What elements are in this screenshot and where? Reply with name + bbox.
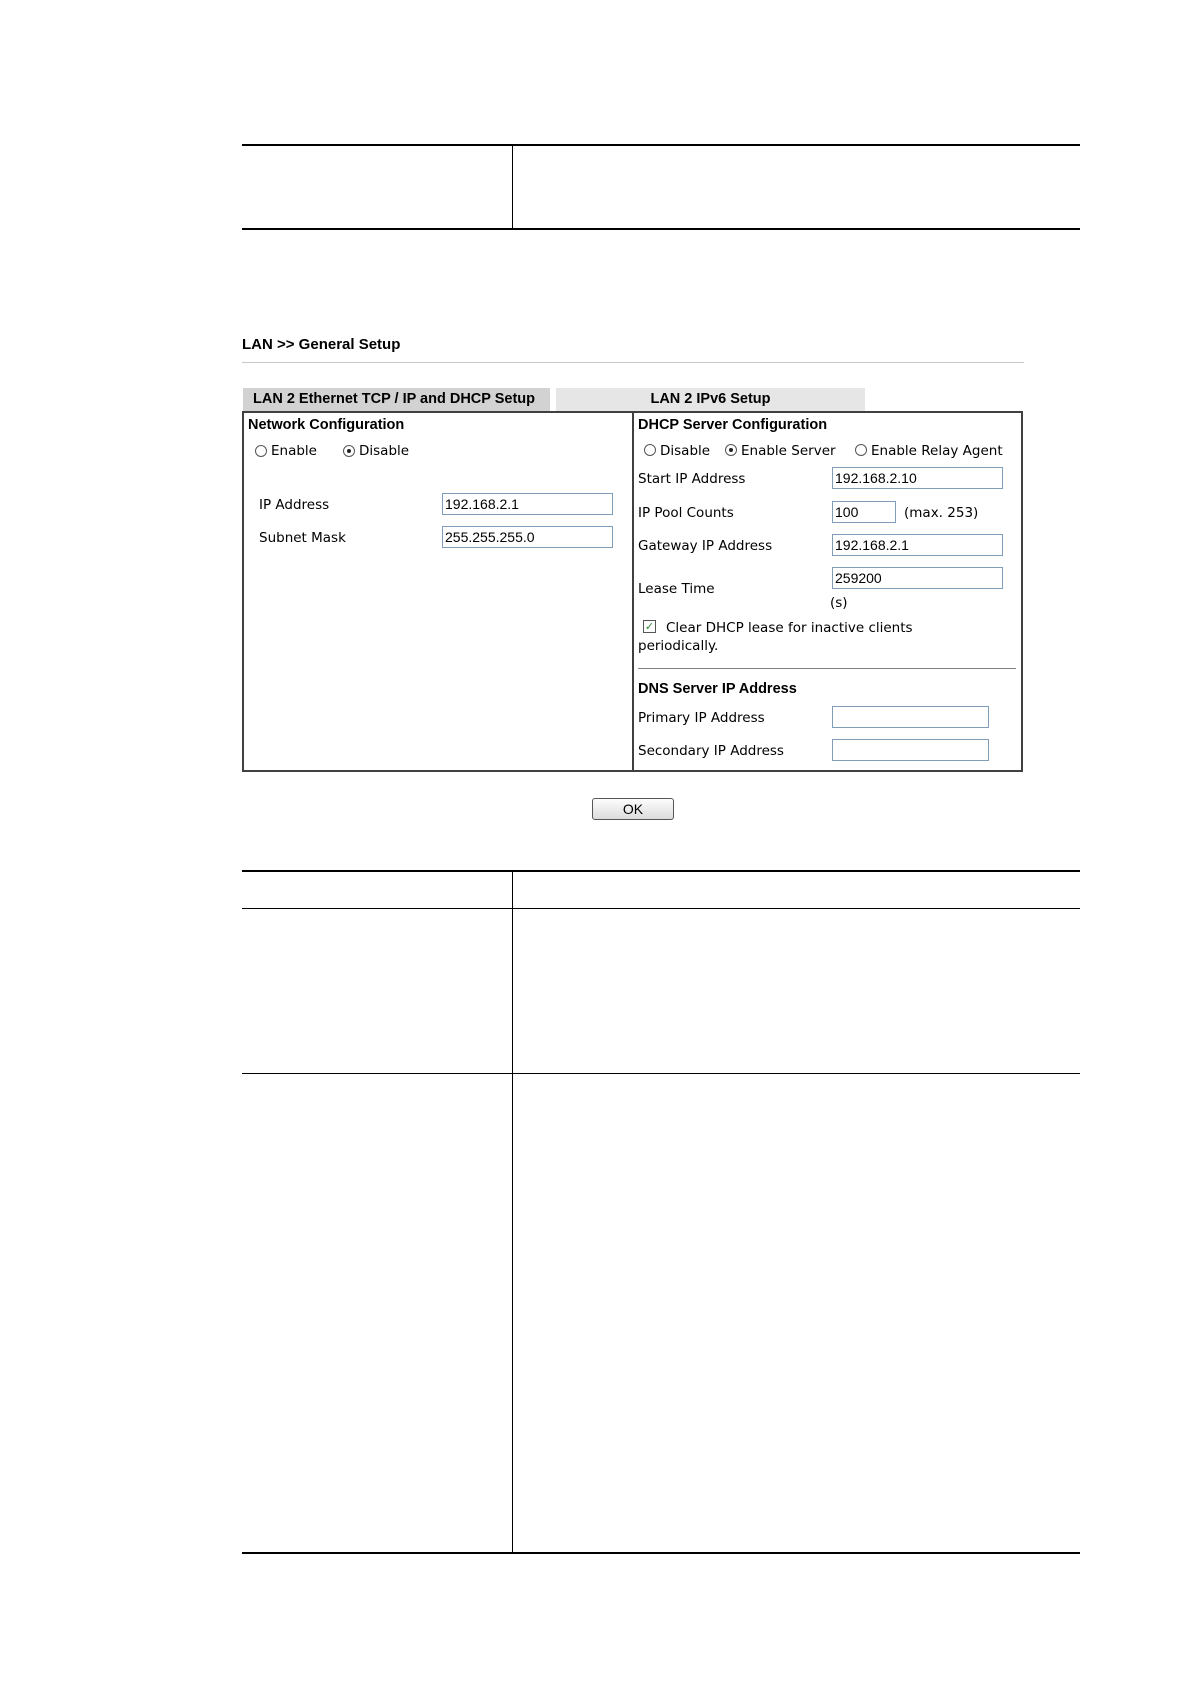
top-table-rule bbox=[242, 144, 1080, 146]
network-config-title: Network Configuration bbox=[248, 417, 405, 433]
subnet-mask-label: Subnet Mask bbox=[259, 530, 346, 546]
lease-unit: (s) bbox=[830, 595, 848, 611]
clear-lease-checkbox[interactable]: ✓ bbox=[644, 620, 655, 633]
bottom-table-divider bbox=[512, 872, 513, 1554]
secondary-dns-label: Secondary IP Address bbox=[638, 743, 784, 759]
primary-dns-input[interactable] bbox=[832, 706, 989, 728]
tab-lan2-ethernet[interactable]: LAN 2 Ethernet TCP / IP and DHCP Setup bbox=[243, 388, 550, 411]
ip-address-input[interactable] bbox=[442, 493, 613, 515]
start-ip-input[interactable] bbox=[832, 467, 1003, 489]
secondary-dns-input[interactable] bbox=[832, 739, 989, 761]
network-config-panel bbox=[242, 411, 634, 772]
lease-time-label: Lease Time bbox=[638, 581, 715, 597]
network-enable-label: Enable bbox=[271, 443, 317, 459]
ip-address-label: IP Address bbox=[259, 497, 330, 513]
lease-time-input[interactable] bbox=[832, 567, 1003, 589]
gateway-ip-input[interactable] bbox=[832, 534, 1003, 556]
dhcp-enable-server-radio[interactable] bbox=[725, 444, 737, 456]
network-disable-label: Disable bbox=[359, 443, 410, 459]
network-disable-radio[interactable] bbox=[343, 445, 355, 457]
dhcp-config-title: DHCP Server Configuration bbox=[638, 417, 828, 433]
page-title: LAN >> General Setup bbox=[242, 336, 401, 353]
ok-button[interactable]: OK bbox=[592, 798, 674, 820]
bottom-table-top-rule bbox=[242, 870, 1080, 872]
start-ip-label: Start IP Address bbox=[638, 471, 746, 487]
pool-max-note: (max. 253) bbox=[904, 505, 979, 521]
primary-dns-label: Primary IP Address bbox=[638, 710, 765, 726]
clear-lease-label-cont: periodically. bbox=[638, 638, 719, 654]
gateway-ip-label: Gateway IP Address bbox=[638, 538, 773, 554]
tab-lan2-ipv6[interactable]: LAN 2 IPv6 Setup bbox=[556, 388, 865, 411]
top-table-divider bbox=[512, 146, 513, 229]
network-enable-radio[interactable] bbox=[255, 445, 267, 457]
dns-section-divider bbox=[638, 668, 1016, 669]
dhcp-enable-server-label: Enable Server bbox=[741, 443, 836, 459]
dns-title: DNS Server IP Address bbox=[638, 681, 797, 697]
bottom-table-bottom-rule bbox=[242, 1552, 1080, 1554]
pool-counts-label: IP Pool Counts bbox=[638, 505, 734, 521]
breadcrumb-divider bbox=[242, 362, 1024, 363]
dhcp-relay-radio[interactable] bbox=[855, 444, 867, 456]
dhcp-relay-label: Enable Relay Agent bbox=[871, 443, 1003, 459]
clear-lease-label: Clear DHCP lease for inactive clients bbox=[666, 620, 913, 636]
subnet-mask-input[interactable] bbox=[442, 526, 613, 548]
bottom-table-row-rule bbox=[242, 1073, 1080, 1074]
dhcp-disable-label: Disable bbox=[660, 443, 711, 459]
pool-counts-input[interactable] bbox=[832, 501, 896, 523]
bottom-table-header-rule bbox=[242, 908, 1080, 909]
top-table-bottom-rule bbox=[242, 228, 1080, 230]
dhcp-disable-radio[interactable] bbox=[644, 444, 656, 456]
